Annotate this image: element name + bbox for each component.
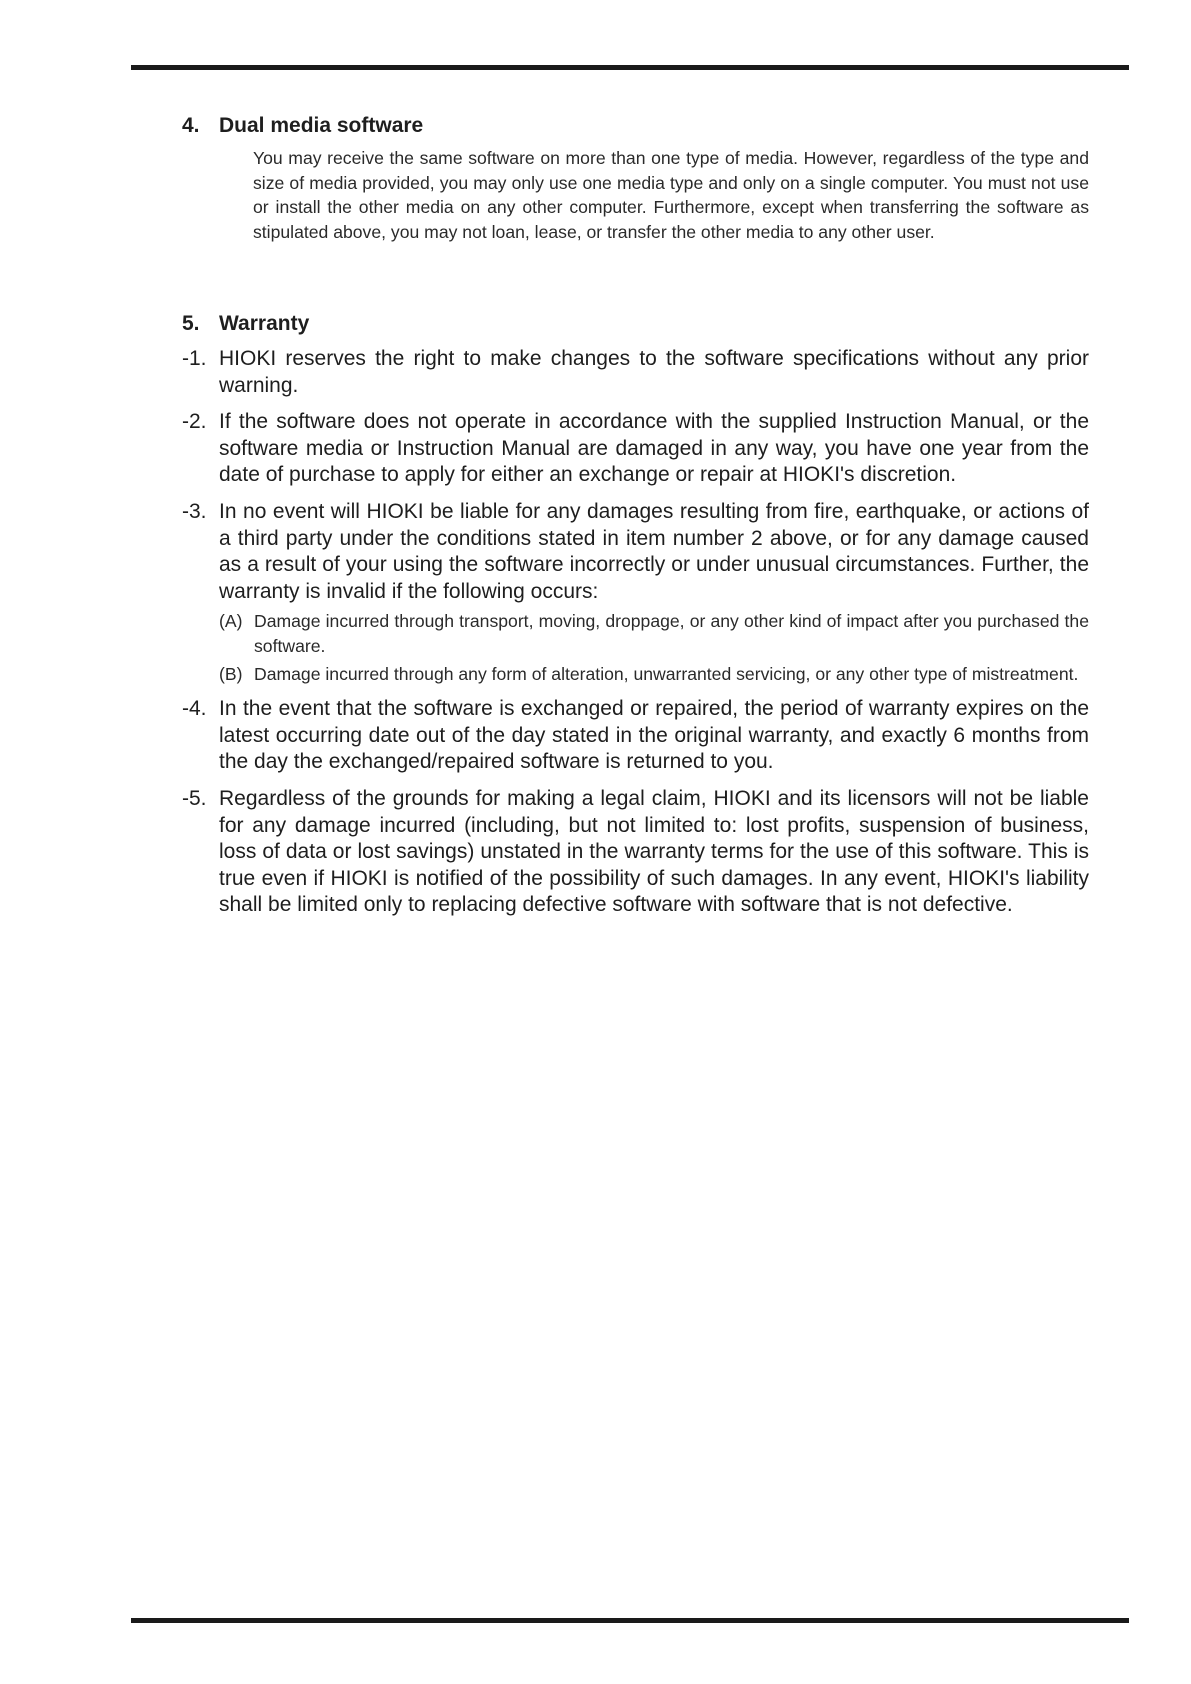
section-warranty bbox=[182, 310, 1089, 929]
section-dual-media bbox=[182, 112, 1089, 244]
item-text: In the event that the software is exchanged or repaired, the period of warranty expires on the latest occurring date out of the day stated in the original warranty, and exactly 6 months from the day the exchanged/repaired software is returned to you. bbox=[219, 697, 1089, 774]
top-rule bbox=[131, 65, 1129, 70]
item-text: HIOKI reserves the right to make changes to the software specifications without any prior warning. bbox=[219, 347, 1089, 397]
sub-item-text: Damage incurred through transport, moving, droppage, or any other kind of impact after you purchased the software. bbox=[254, 611, 1089, 656]
item-text: If the software does not operate in accordance with the supplied Instruction Manual, or the software media or Instruction Manual are damaged in any way, you have one year from the date of purchase to apply for either an exchange or repair at HIOKI's discretion. bbox=[219, 410, 1089, 487]
sub-item bbox=[219, 662, 1089, 686]
warranty-item bbox=[182, 346, 1089, 399]
section-number: 4. bbox=[182, 114, 200, 137]
section-heading bbox=[182, 112, 1089, 140]
section-title: Warranty bbox=[219, 312, 310, 335]
section-number: 5. bbox=[182, 312, 200, 335]
item-text: Regardless of the grounds for making a legal claim, HIOKI and its licensors will not be liable for any damage incurred (including, but not limited to: lost profits, suspension of business, loss of data or lost savings) unstated in the warranty terms for the use of this software. This is true even if HIOKI is notified of the possibility of such damages. In any event, HIOKI's liability shall be limited only to replacing defective software with software that is not defective. bbox=[219, 787, 1089, 917]
warranty-item bbox=[182, 409, 1089, 489]
warranty-item bbox=[182, 696, 1089, 776]
warranty-list bbox=[182, 346, 1089, 919]
section-body: You may receive the same software on more than one type of media. However, regardless of the type and size of media provided, you may only use one media type and only on a single computer. You must not use or install the other media on any other computer. Furthermore, except when transferring the software as stipulated above, you may not loan, lease, or transfer the other media to any other user. bbox=[253, 148, 1089, 242]
section-heading bbox=[182, 310, 1089, 338]
warranty-item bbox=[182, 499, 1089, 686]
item-marker: -3. bbox=[182, 499, 207, 523]
sub-item bbox=[219, 609, 1089, 658]
warranty-sublist bbox=[219, 609, 1089, 686]
item-marker: -1. bbox=[182, 347, 207, 370]
section-title: Dual media software bbox=[219, 114, 424, 137]
warranty-item bbox=[182, 786, 1089, 919]
bottom-rule bbox=[131, 1618, 1129, 1623]
sub-item-text: Damage incurred through any form of alteration, unwarranted servicing, or any other type of mistreatment. bbox=[254, 663, 1079, 684]
item-marker: -4. bbox=[182, 697, 207, 721]
sub-item-marker: (A) bbox=[219, 611, 243, 632]
item-marker: -5. bbox=[182, 787, 207, 811]
item-text: In no event will HIOKI be liable for any damages resulting from fire, earthquake, or actions of a third party under the conditions stated in item number 2 above, or for any damage caused as a result of your using the software incorrectly or under unusual circumstances. Further, the warranty is invalid if the following occurs: bbox=[219, 499, 1089, 603]
item-marker: -2. bbox=[182, 410, 207, 434]
sub-item-marker: (B) bbox=[219, 663, 243, 684]
